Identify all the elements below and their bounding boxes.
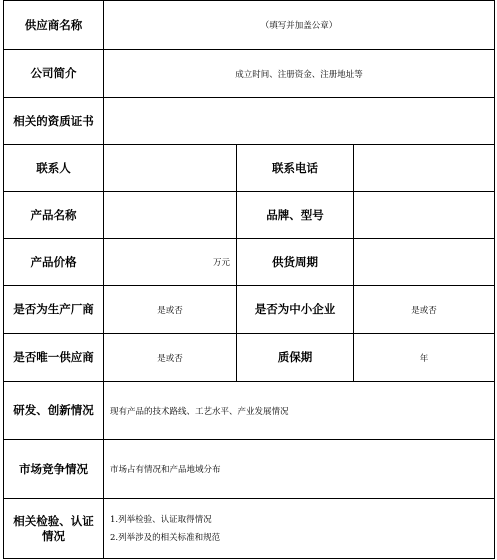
- inspection-label: 相关检验、认证情况: [4, 499, 104, 559]
- row-inspection: [4, 499, 495, 559]
- warranty-field[interactable]: 年: [354, 334, 495, 382]
- supply-cycle-field[interactable]: [354, 239, 495, 286]
- rnd-label: 研发、创新情况: [4, 382, 104, 440]
- brand-model-label: 品牌、型号: [237, 192, 354, 239]
- supply-cycle-label: 供货周期: [237, 239, 354, 286]
- row-market: [4, 440, 495, 499]
- product-price-field[interactable]: 万元: [104, 239, 237, 286]
- is-sme-label: 是否为中小企业: [237, 286, 354, 334]
- supplier-info-table: [3, 0, 495, 559]
- warranty-label: 质保期: [237, 334, 354, 382]
- row-price: [4, 239, 495, 286]
- row-sole-supplier: [4, 334, 495, 382]
- product-price-label: 产品价格: [4, 239, 104, 286]
- is-sole-supplier-label: 是否唯一供应商: [4, 334, 104, 382]
- is-manufacturer-label: 是否为生产厂商: [4, 286, 104, 334]
- product-name-label: 产品名称: [4, 192, 104, 239]
- certificates-field[interactable]: [104, 98, 495, 145]
- contact-person-field[interactable]: [104, 145, 237, 192]
- rnd-field[interactable]: 现有产品的技术路线、工艺水平、产业发展情况: [104, 382, 495, 440]
- market-field[interactable]: 市场占有情况和产品地域分布: [104, 440, 495, 499]
- row-rnd: [4, 382, 495, 440]
- contact-phone-label: 联系电话: [237, 145, 354, 192]
- company-profile-label: 公司简介: [4, 50, 104, 98]
- row-contact: [4, 145, 495, 192]
- contact-person-label: 联系人: [4, 145, 104, 192]
- inspection-item-2: 2.列举涉及的相关标准和规范: [110, 532, 221, 543]
- row-manufacturer: [4, 286, 495, 334]
- row-certificates: [4, 98, 495, 145]
- certificates-label: 相关的资质证书: [4, 98, 104, 145]
- contact-phone-field[interactable]: [354, 145, 495, 192]
- brand-model-field[interactable]: [354, 192, 495, 239]
- is-sole-supplier-field[interactable]: 是或否: [104, 334, 237, 382]
- row-company-profile: [4, 50, 495, 98]
- row-product: [4, 192, 495, 239]
- supplier-name-field[interactable]: （填写并加盖公章）: [104, 1, 495, 50]
- is-sme-field[interactable]: 是或否: [354, 286, 495, 334]
- inspection-item-1: 1.列举检验、认证取得情况: [110, 514, 212, 525]
- company-profile-field[interactable]: 成立时间、注册资金、注册地址等: [104, 50, 495, 98]
- product-name-field[interactable]: [104, 192, 237, 239]
- is-manufacturer-field[interactable]: 是或否: [104, 286, 237, 334]
- row-supplier-name: [4, 1, 495, 50]
- supplier-name-label: 供应商名称: [4, 1, 104, 50]
- market-label: 市场竞争情况: [4, 440, 104, 499]
- inspection-field[interactable]: [104, 499, 495, 559]
